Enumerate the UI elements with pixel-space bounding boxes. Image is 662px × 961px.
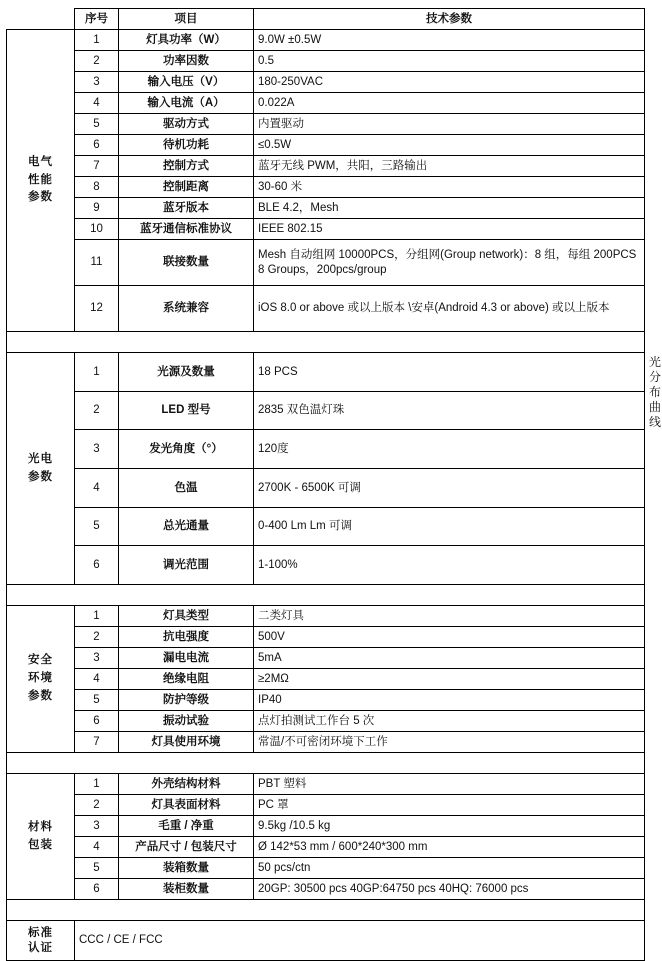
row-item: 产品尺寸 / 包装尺寸 <box>119 837 254 858</box>
row-item: 发光角度（°） <box>119 430 254 469</box>
row-no: 3 <box>75 648 119 669</box>
category-certification <box>7 921 75 961</box>
header-no: 序号 <box>75 9 119 30</box>
table-row <box>7 879 645 900</box>
section-spacer <box>7 900 645 921</box>
row-no: 11 <box>75 240 119 286</box>
row-no: 6 <box>75 879 119 900</box>
table-row: 光电 参数 1 光源及数量 18 PCS 光分布曲线 <box>7 353 645 392</box>
table-row <box>7 72 645 93</box>
row-no: 2 <box>75 795 119 816</box>
row-no: 2 <box>75 51 119 72</box>
row-no: 2 <box>75 627 119 648</box>
row-no: 2 <box>75 391 119 430</box>
row-value: ≥2MΩ <box>254 669 645 690</box>
row-value: 1-100% <box>254 546 645 585</box>
row-value: 18 PCS <box>254 353 645 392</box>
table-row <box>7 837 645 858</box>
section-spacer <box>7 332 645 353</box>
table-row <box>7 135 645 156</box>
table-row <box>7 816 645 837</box>
category-line: 认证 <box>28 941 53 954</box>
row-no: 12 <box>75 286 119 332</box>
table-row <box>7 219 645 240</box>
table-row <box>7 546 645 585</box>
row-item: 毛重 / 净重 <box>119 816 254 837</box>
row-value: 50 pcs/ctn <box>254 858 645 879</box>
row-no: 4 <box>75 468 119 507</box>
table-row <box>7 858 645 879</box>
row-item: 输入电压（V） <box>119 72 254 93</box>
row-item: 色温 <box>119 468 254 507</box>
row-item: 装柜数量 <box>119 879 254 900</box>
row-item: 蓝牙版本 <box>119 198 254 219</box>
row-no: 5 <box>75 690 119 711</box>
row-value: 180-250VAC <box>254 72 645 93</box>
category-safety <box>7 606 75 753</box>
row-no: 6 <box>75 711 119 732</box>
table-row <box>7 391 645 430</box>
row-no: 5 <box>75 858 119 879</box>
row-item: 抗电强度 <box>119 627 254 648</box>
row-value: 点灯拍测试工作台 5 次 <box>254 711 645 732</box>
row-value: 0.022A <box>254 93 645 114</box>
row-value: 内置驱动 <box>254 114 645 135</box>
row-no: 9 <box>75 198 119 219</box>
row-no: 4 <box>75 837 119 858</box>
header-item: 项目 <box>119 9 254 30</box>
row-no: 7 <box>75 732 119 753</box>
row-value: 二类灯具 <box>254 606 645 627</box>
row-item: 控制方式 <box>119 156 254 177</box>
row-item: 漏电电流 <box>119 648 254 669</box>
row-no: 4 <box>75 93 119 114</box>
certification-row <box>7 921 645 961</box>
row-no: 1 <box>75 353 119 392</box>
table-row <box>7 30 645 51</box>
table-row <box>7 240 645 286</box>
row-no: 1 <box>75 774 119 795</box>
row-item: 光源及数量 <box>119 353 254 392</box>
category-line: 性能 <box>28 173 53 186</box>
row-value: 蓝牙无线 PWM，共阳，三路输出 <box>254 156 645 177</box>
row-no: 5 <box>75 114 119 135</box>
row-no: 7 <box>75 156 119 177</box>
row-no: 5 <box>75 507 119 546</box>
row-value: 常温/不可密闭环境下工作 <box>254 732 645 753</box>
row-item: 调光范围 <box>119 546 254 585</box>
row-item: 控制距离 <box>119 177 254 198</box>
row-value: 0-400 Lm Lm 可调 <box>254 507 645 546</box>
row-no: 3 <box>75 816 119 837</box>
row-value: 9.5kg /10.5 kg <box>254 816 645 837</box>
row-item: 振动试验 <box>119 711 254 732</box>
row-item: 联接数量 <box>119 240 254 286</box>
row-value: BLE 4.2，Mesh <box>254 198 645 219</box>
row-value: PBT 塑料 <box>254 774 645 795</box>
category-line: 参数 <box>28 470 53 483</box>
row-value: 0.5 <box>254 51 645 72</box>
table-row <box>7 627 645 648</box>
category-line: 光电 <box>28 452 53 465</box>
section-spacer <box>7 585 645 606</box>
row-item: 绝缘电阻 <box>119 669 254 690</box>
row-no: 1 <box>75 606 119 627</box>
row-item: 蓝牙通信标准协议 <box>119 219 254 240</box>
row-no: 1 <box>75 30 119 51</box>
row-value: IP40 <box>254 690 645 711</box>
row-value: 9.0W ±0.5W <box>254 30 645 51</box>
table-row <box>7 669 645 690</box>
row-value: ≤0.5W <box>254 135 645 156</box>
row-no: 3 <box>75 430 119 469</box>
row-item: LED 型号 <box>119 391 254 430</box>
category-line: 参数 <box>28 689 53 702</box>
header-blank-cell <box>7 9 75 30</box>
table-row <box>7 648 645 669</box>
certification-value: CCC / CE / FCC <box>75 921 645 961</box>
section-spacer <box>7 753 645 774</box>
table-row <box>7 606 645 627</box>
category-material <box>7 774 75 900</box>
table-row <box>7 507 645 546</box>
row-item: 外壳结构材料 <box>119 774 254 795</box>
row-value: 500V <box>254 627 645 648</box>
category-line: 电气 <box>28 155 53 168</box>
row-value: 2835 双色温灯珠 <box>254 391 645 430</box>
table-row <box>7 468 645 507</box>
row-item: 系统兼容 <box>119 286 254 332</box>
category-line: 参数 <box>28 191 53 204</box>
category-line: 包装 <box>28 838 53 851</box>
category-optical <box>7 353 75 585</box>
category-line: 环境 <box>28 672 53 685</box>
table-row <box>7 286 645 332</box>
row-item: 灯具使用环境 <box>119 732 254 753</box>
row-item: 输入电流（A） <box>119 93 254 114</box>
category-line: 安全 <box>28 654 53 667</box>
row-no: 3 <box>75 72 119 93</box>
table-row <box>7 177 645 198</box>
row-value: Mesh 自动组网 10000PCS，分组网(Group network)：8 组，每组 200PCS 8 Groups，200pcs/group <box>254 240 645 286</box>
table-row <box>7 198 645 219</box>
row-item: 功率因数 <box>119 51 254 72</box>
row-item: 装箱数量 <box>119 858 254 879</box>
row-value: Ø 142*53 mm / 600*240*300 mm <box>254 837 645 858</box>
header-param: 技术参数 <box>254 9 645 30</box>
table-row <box>7 774 645 795</box>
table-row <box>7 156 645 177</box>
row-value: PC 罩 <box>254 795 645 816</box>
table-row <box>7 93 645 114</box>
table-row <box>7 690 645 711</box>
row-value: 5mA <box>254 648 645 669</box>
row-item: 灯具功率（W） <box>119 30 254 51</box>
category-electrical <box>7 30 75 332</box>
row-value: IEEE 802.15 <box>254 219 645 240</box>
table-row <box>7 795 645 816</box>
row-no: 4 <box>75 669 119 690</box>
table-row <box>7 430 645 469</box>
spec-table <box>6 8 662 961</box>
table-header-row <box>7 9 645 30</box>
category-line: 标准 <box>28 927 53 940</box>
row-item: 总光通量 <box>119 507 254 546</box>
row-value: 30-60 米 <box>254 177 645 198</box>
row-item: 灯具类型 <box>119 606 254 627</box>
row-item: 灯具表面材料 <box>119 795 254 816</box>
table-row <box>7 114 645 135</box>
table-row <box>7 51 645 72</box>
row-item: 待机功耗 <box>119 135 254 156</box>
row-item: 驱动方式 <box>119 114 254 135</box>
row-no: 10 <box>75 219 119 240</box>
row-no: 6 <box>75 135 119 156</box>
row-value: 2700K - 6500K 可调 <box>254 468 645 507</box>
table-row <box>7 711 645 732</box>
row-no: 6 <box>75 546 119 585</box>
row-value: iOS 8.0 or above 或以上版本 \安卓(Android 4.3 or above) 或以上版本 <box>254 286 645 332</box>
row-value: 20GP: 30500 pcs 40GP:64750 pcs 40HQ: 76000 pcs <box>254 879 645 900</box>
row-item: 防护等级 <box>119 690 254 711</box>
category-line: 材料 <box>28 820 53 833</box>
row-no: 8 <box>75 177 119 198</box>
row-value: 120度 <box>254 430 645 469</box>
table-row <box>7 732 645 753</box>
